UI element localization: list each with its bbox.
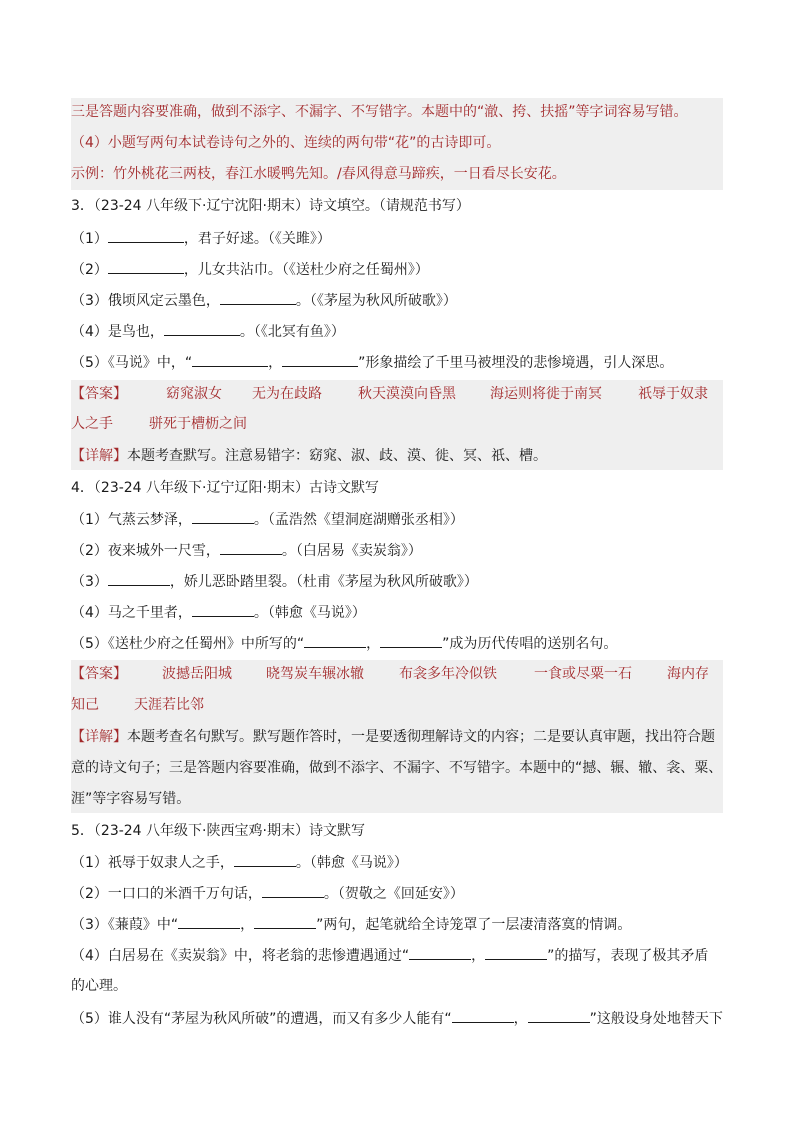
q3-item-4: （4）是鸟也， 。（《北冥有鱼》） — [71, 321, 345, 342]
answer-blank[interactable] — [220, 290, 296, 305]
answer-item: 知己 — [71, 697, 99, 713]
answer-blank[interactable] — [192, 602, 254, 617]
answer-label: 【答案】 — [71, 386, 127, 402]
answer-item: 一食或尽粟一石 — [534, 666, 632, 682]
answer-item: 海内存 — [667, 666, 709, 682]
q4-item-2: （2）夜来城外一尺雪， 。（白居易《卖炭翁》） — [71, 540, 422, 561]
answer-item: 骈死于槽枥之间 — [149, 416, 247, 432]
answer-item: 海运则将徙于南冥 — [490, 386, 602, 402]
answer-label: 【答案】 — [71, 666, 127, 682]
answer-blank[interactable] — [164, 321, 240, 336]
q5-item-5: （5）谁人没有“茅屋为秋风所破”的遭遇，而又有多少人能有“ ， ”这般设身处地替天下 — [71, 1008, 723, 1029]
answer-blank[interactable] — [220, 540, 282, 555]
q5-item-2: （2）一口口的米酒千万句话， 。（贺敬之《回延安》） — [71, 883, 464, 904]
answer-blank[interactable] — [254, 914, 316, 929]
q5-item-4-cont: 的心理。 — [71, 978, 127, 994]
q5-item-3: （3）《蒹葭》中“ ， ”两句，起笔就给全诗笼罩了一层凄清落寞的情调。 — [71, 914, 631, 935]
answer-blank[interactable] — [304, 633, 366, 648]
q4-detail-1: 【详解】本题考查名句默写。默写题作答时，一是要透彻理解诗文的内容；二是要认真审题，找出符合题 — [71, 729, 715, 745]
answer-item: 人之手 — [71, 416, 113, 432]
q5-item-1: （1）祇辱于奴隶人之手， 。（韩愈《马说》） — [71, 852, 408, 873]
q4-item-1: （1）气蒸云梦泽， 。（孟浩然《望洞庭湖赠张丞相》） — [71, 509, 464, 530]
answer-blank[interactable] — [192, 509, 254, 524]
answer-blank[interactable] — [452, 1008, 514, 1023]
answer-blank[interactable] — [380, 633, 442, 648]
q3-item-5: （5）《马说》中，“ ， ”形象描绘了千里马被埋没的悲惨境遇，引人深思。 — [71, 352, 673, 373]
q4-title: 4．（23-24 八年级下·辽宁辽阳·期末）古诗文默写 — [71, 480, 379, 496]
answer-blank[interactable] — [178, 914, 240, 929]
q4-detail-3: 涯”等字容易写错。 — [71, 791, 191, 807]
answer-blank[interactable] — [108, 259, 184, 274]
answer-blank[interactable] — [262, 883, 324, 898]
answer-item: 秋天漠漠向昏黑 — [358, 386, 456, 402]
answer-blank[interactable] — [108, 571, 170, 586]
answer-blank[interactable] — [528, 1008, 590, 1023]
q3-item-3: （3）俄顷风定云墨色， 。（《茅屋为秋风所破歌》） — [71, 290, 457, 311]
answer-blank[interactable] — [409, 945, 471, 960]
q4-item-4: （4）马之千里者， 。（韩愈《马说》） — [71, 602, 366, 623]
q4-detail-2: 意的诗文句子；三是答题内容要准确，做到不添字、不漏字、不写错字。本题中的“撼、辗、辙、衾、粟、 — [71, 760, 723, 776]
q5-item-4: （4）白居易在《卖炭翁》中，将老翁的悲惨遭遇通过“ ， ”的描写，表现了极其矛盾 — [71, 945, 708, 966]
answer-item: 天涯若比邻 — [134, 697, 204, 713]
intro-line-3: 示例：竹外桃花三两枝，春江水暖鸭先知。/春风得意马蹄疾，一日看尽长安花。 — [71, 166, 566, 182]
q4-item-3: （3） ，娇儿恶卧踏里裂。（杜甫《茅屋为秋风所破歌》） — [71, 571, 478, 592]
q5-title: 5．（23-24 八年级下·陕西宝鸡·期末）诗文默写 — [71, 823, 365, 839]
answer-item: 无为在歧路 — [252, 386, 322, 402]
answer-item: 晓驾炭车辗冰辙 — [266, 666, 364, 682]
q3-item-2: （2） ，儿女共沾巾。（《送杜少府之任蜀州》） — [71, 259, 429, 280]
answer-blank[interactable] — [108, 228, 184, 243]
intro-line-2: （4）小题写两句本试卷诗句之外的、连续的两句带“花”的古诗即可。 — [71, 135, 501, 151]
answer-blank[interactable] — [234, 852, 296, 867]
answer-blank[interactable] — [282, 352, 358, 367]
intro-line-1: 三是答题内容要准确，做到不添字、不漏字、不写错字。本题中的“澈、挎、扶摇”等字词容易写错。 — [71, 104, 688, 120]
answer-blank[interactable] — [192, 352, 268, 367]
answer-item: 布衾多年冷似铁 — [399, 666, 497, 682]
answer-item: 祇辱于奴隶 — [638, 386, 708, 402]
q3-detail: 【详解】本题考查默写。注意易错字：窈窕、淑、歧、漠、徙、冥、祇、槽。 — [71, 448, 547, 464]
q3-title: 3．（23-24 八年级下·辽宁沈阳·期末）诗文填空。（请规范书写） — [71, 198, 470, 214]
q4-item-5: （5）《送杜少府之任蜀州》中所写的“ ， ”成为历代传唱的送别名句。 — [71, 633, 617, 654]
answer-blank[interactable] — [485, 945, 547, 960]
answer-item: 窈窕淑女 — [166, 386, 222, 402]
q3-item-1: （1） ，君子好逑。（《关雎》） — [71, 228, 331, 249]
answer-item: 波撼岳阳城 — [162, 666, 232, 682]
